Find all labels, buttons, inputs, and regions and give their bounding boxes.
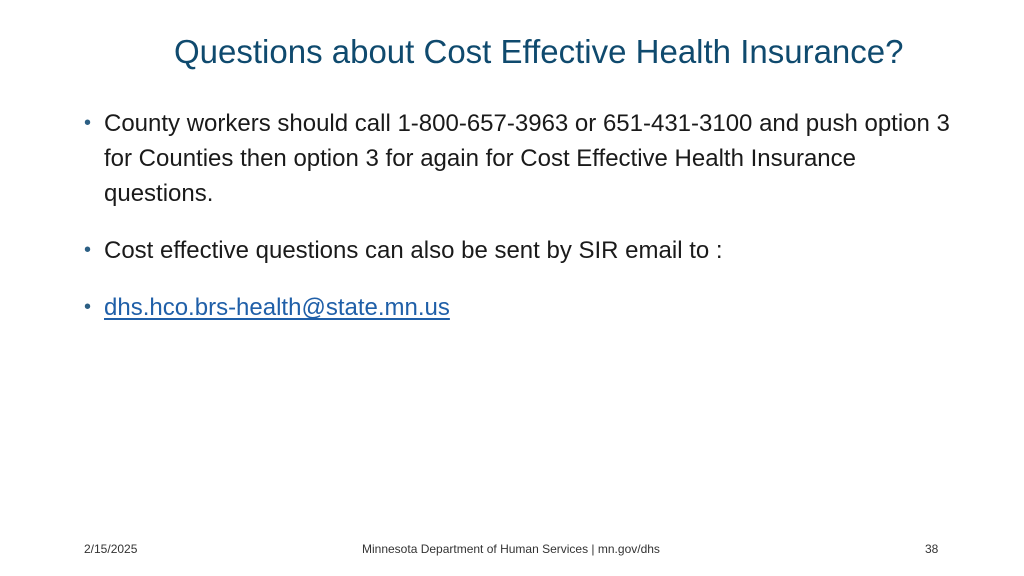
footer-organization: Minnesota Department of Human Services | mn.gov/dhs <box>362 542 660 556</box>
bullet-text-email-intro: Cost effective questions can also be sent by SIR email to : <box>104 237 723 264</box>
footer-date: 2/15/2025 <box>84 542 138 556</box>
email-link[interactable]: dhs.hco.brs-health@state.mn.us <box>104 294 450 321</box>
bullet-icon: • <box>84 296 92 318</box>
footer-page-number: 38 <box>925 542 939 556</box>
slide-title: Questions about Cost Effective Health Insurance? <box>174 33 904 70</box>
bullet-item <box>84 106 964 211</box>
bullet-text-phone-instructions: County workers should call 1-800-657-3963 or 651-431-3100 and push option 3 for Counties then option 3 for again for Cost Effective Health Insurance questions. <box>104 110 950 207</box>
bullet-list <box>84 106 964 347</box>
bullet-item <box>84 233 964 268</box>
bullet-item <box>84 290 964 325</box>
bullet-icon: • <box>84 239 92 261</box>
bullet-icon: • <box>84 112 92 134</box>
